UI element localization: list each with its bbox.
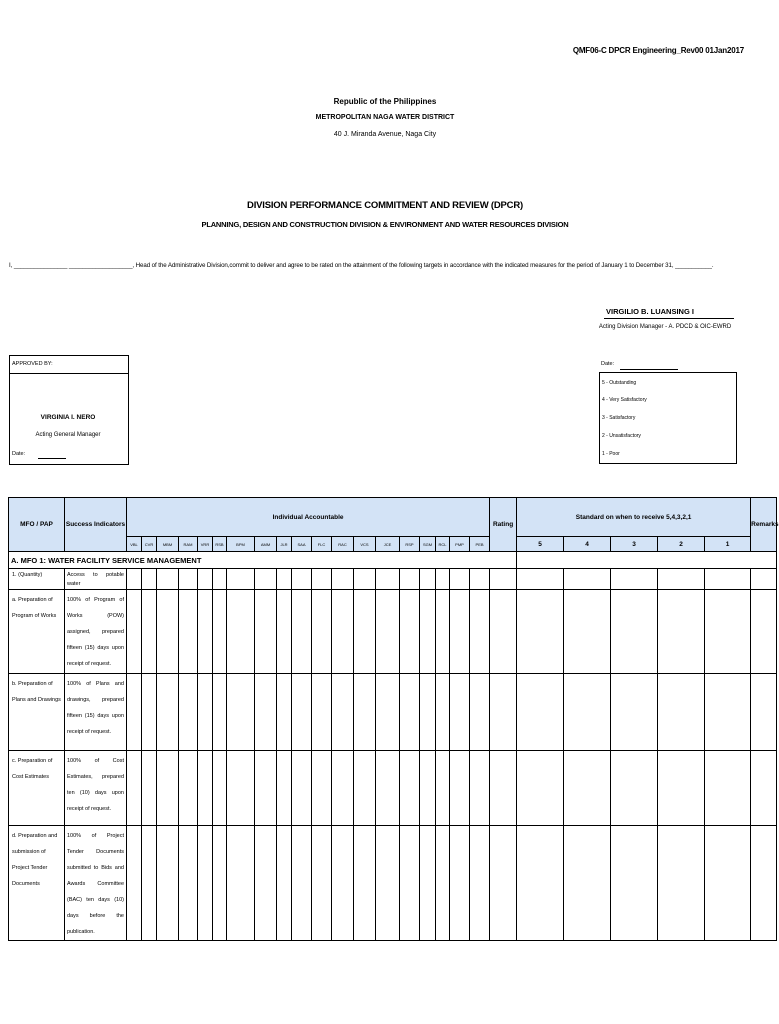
accountable-initials: JLR bbox=[277, 537, 292, 552]
standard-header: Standard on when to receive 5,4,3,2,1 bbox=[517, 498, 751, 537]
accountable-initials: PMP bbox=[450, 537, 470, 552]
approver-title: Acting General Manager bbox=[35, 432, 101, 438]
scale-item-outstanding: 5 - Outstanding bbox=[602, 380, 637, 386]
individual-accountable-header: Individual Accountable bbox=[127, 498, 490, 537]
document-title: DIVISION PERFORMANCE COMMITMENT AND REVIEW (DPCR) bbox=[247, 200, 523, 211]
indicator-cell: 100% of Project Tender Documents submitted to Bids and Awards Committee (BAC) ten days (10) days before the publication. bbox=[65, 826, 127, 941]
accountable-initials: RAM bbox=[179, 537, 198, 552]
scale-item-satisfactory: 3 - Satisfactory bbox=[602, 415, 636, 421]
approval-divider bbox=[10, 373, 128, 374]
indicator-cell: 100% of Plans and drawings, prepared fifteen (15) days upon receipt of request. bbox=[65, 674, 127, 751]
accountable-initials: VRR bbox=[198, 537, 213, 552]
scale-item-poor: 1 - Poor bbox=[602, 451, 620, 457]
score-3-header: 3 bbox=[611, 537, 658, 552]
mfo-pap-header: MFO / PAP bbox=[9, 498, 65, 552]
form-code: QMF06-C DPCR Engineering_Rev00 01Jan2017 bbox=[572, 46, 744, 55]
approved-by-label: APPROVED BY: bbox=[12, 361, 53, 367]
rating-header: Rating bbox=[490, 498, 517, 552]
agency-heading: METROPOLITAN NAGA WATER DISTRICT bbox=[315, 114, 455, 121]
accountable-initials: MBM bbox=[157, 537, 179, 552]
table-row bbox=[9, 751, 777, 826]
accountable-initials: CVR bbox=[142, 537, 157, 552]
mfo-cell: c. Preparation of Cost Estimates bbox=[9, 751, 65, 826]
score-4-header: 4 bbox=[564, 537, 611, 552]
section-title: A. MFO 1: WATER FACILITY SERVICE MANAGEMENT bbox=[9, 552, 517, 569]
signature-line bbox=[604, 318, 734, 319]
signatory-title: Acting Division Manager - A. PDCD & OIC-EWRD bbox=[598, 324, 732, 330]
table-row bbox=[9, 826, 777, 941]
scale-item-very-satisfactory: 4 - Very Satisfactory bbox=[602, 397, 647, 403]
accountable-initials: SGM bbox=[420, 537, 436, 552]
score-5-header: 5 bbox=[517, 537, 564, 552]
indicator-cell: 100% of Cost Estimates, prepared ten (10) days upon receipt of request. bbox=[65, 751, 127, 826]
accountable-initials: PEB bbox=[470, 537, 490, 552]
accountable-initials: SAA bbox=[292, 537, 312, 552]
accountable-initials: FLC bbox=[312, 537, 332, 552]
approval-date-line bbox=[38, 458, 66, 459]
right-date-label: Date: bbox=[601, 361, 615, 367]
quantity-row bbox=[9, 569, 777, 590]
mfo-cell: d. Preparation and submission of Project Tender Documents bbox=[9, 826, 65, 941]
accountable-initials: RAC bbox=[332, 537, 354, 552]
score-1-header: 1 bbox=[705, 537, 751, 552]
commitment-statement: I, ________________ ___________________, Head of the Administrative Division,commit to deliver and agree to be rated on the attainment of the following targets in accordance with the indicated measures for the period of January 1 to December 31, ___________. bbox=[9, 262, 714, 269]
approval-box bbox=[9, 355, 129, 465]
accountable-initials: JCE bbox=[376, 537, 400, 552]
score-2-header: 2 bbox=[658, 537, 705, 552]
scale-item-unsatisfactory: 2 - Unsatisfactory bbox=[602, 433, 641, 439]
accountable-initials: RSP bbox=[400, 537, 420, 552]
document-subtitle: PLANNING, DESIGN AND CONSTRUCTION DIVISION & ENVIRONMENT AND WATER RESOURCES DIVISION bbox=[201, 220, 569, 229]
accountable-initials: RSB bbox=[213, 537, 227, 552]
remarks-header: Remarks bbox=[751, 498, 777, 552]
success-indicators-header: Success Indicators bbox=[65, 498, 127, 552]
approver-name: VIRGINIA I. NERO bbox=[40, 414, 96, 421]
accountable-initials: RCL bbox=[436, 537, 450, 552]
quantity-label: 1. (Quantity) bbox=[9, 569, 65, 590]
right-date-line bbox=[620, 369, 678, 370]
mfo-cell: b. Preparation of Plans and Drawings bbox=[9, 674, 65, 751]
accountable-initials: BPM bbox=[227, 537, 255, 552]
accountable-initials: VCS bbox=[354, 537, 376, 552]
mfo-cell: a. Preparation of Program of Works bbox=[9, 590, 65, 674]
country-heading: Republic of the Philippines bbox=[333, 97, 437, 106]
agency-address: 40 J. Miranda Avenue, Naga City bbox=[333, 131, 437, 138]
accountable-initials: VBL bbox=[127, 537, 142, 552]
signatory-name: VIRGILIO B. LUANSING I bbox=[606, 307, 694, 316]
dpcr-table bbox=[8, 497, 777, 941]
section-blank bbox=[517, 552, 777, 569]
table-row bbox=[9, 590, 777, 674]
accountable-initials: AMM bbox=[255, 537, 277, 552]
quantity-indicator: Access to potable water bbox=[65, 569, 127, 590]
table-row bbox=[9, 674, 777, 751]
approval-date-label: Date: bbox=[12, 451, 26, 457]
indicator-cell: 100% of Program of Works (POW) assigned, prepared fifteen (15) days upon receipt of request. bbox=[65, 590, 127, 674]
